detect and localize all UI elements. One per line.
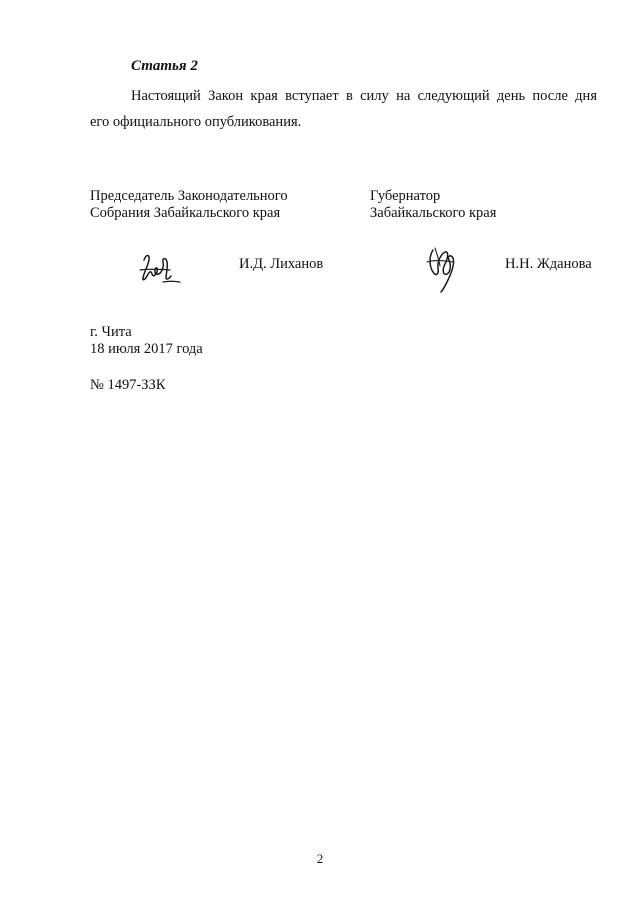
governor-name: Н.Н. Жданова [505,256,592,272]
article-title: Статья 2 [131,58,198,74]
article-text-line-1: Настоящий Закон края вступает в силу на следующий день после дня [131,88,597,104]
governor-title-line-1: Губернатор [370,188,441,204]
chair-title-line-2: Собрания Забайкальского края [90,205,281,221]
city: г. Чита [90,324,132,340]
page-number: 2 [316,851,324,866]
governor-title-line-2: Забайкальского края [370,205,497,221]
article-text-line-2: его официального опубликования. [90,114,302,130]
chair-title-line-1: Председатель Законодательного [90,188,288,204]
document-number: № 1497-ЗЗК [90,377,166,393]
governor-signature [423,244,459,294]
governor-title [370,188,496,222]
place-and-date [90,324,203,358]
chair-signature [136,248,186,286]
chair-name: И.Д. Лиханов [239,256,324,272]
date: 18 июля 2017 года [90,341,203,357]
chair-title [90,188,288,222]
